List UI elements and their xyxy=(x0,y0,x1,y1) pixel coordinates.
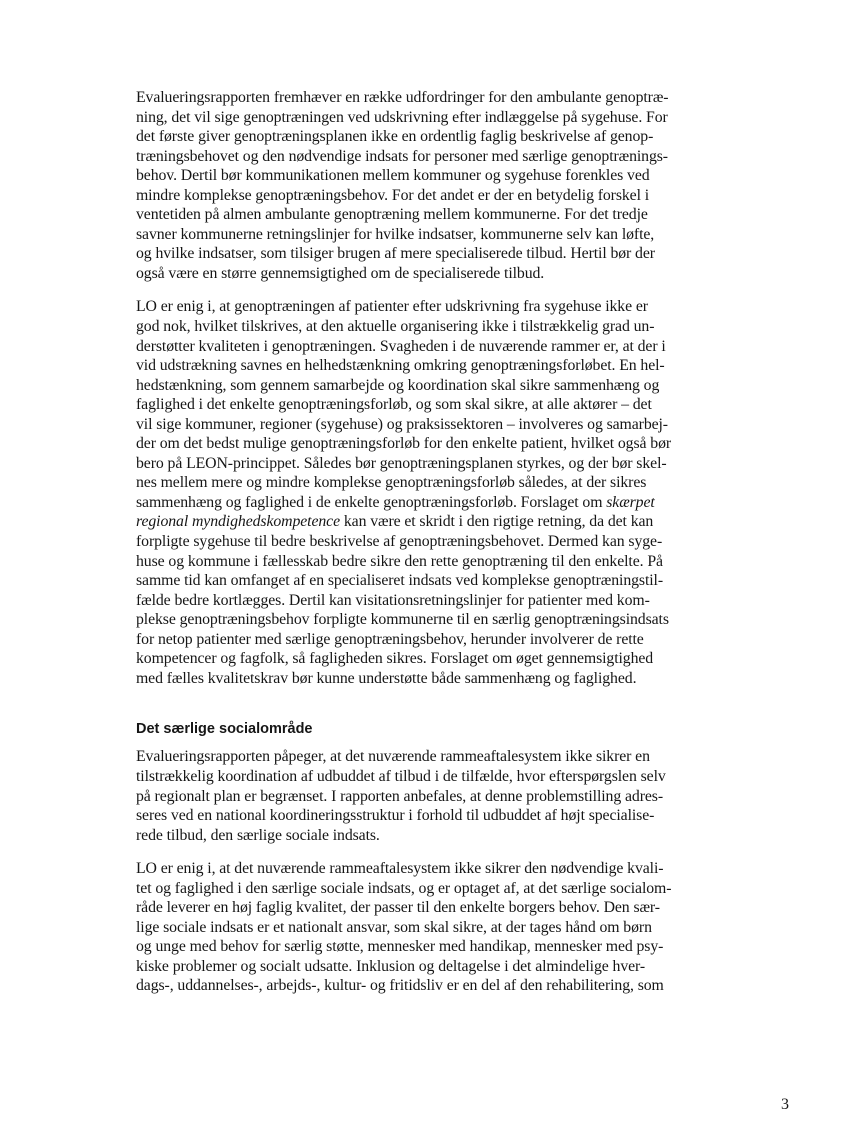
text-line: forpligte sygehuse til bedre beskrivelse af genoptræningsbehovet. Dermed kan syge- xyxy=(136,533,663,551)
text-line xyxy=(136,512,716,532)
text-line: faglighed i det enkelte genoptræningsforløb, og som skal sikre, at alle aktører – det xyxy=(136,396,652,414)
text-line: Evalueringsrapporten fremhæver en række udfordringer for den ambulante genoptræ- xyxy=(136,89,669,106)
text-run: kan være et skridt i den rigtige retning, da det kan xyxy=(340,513,654,531)
italic-text: regional myndighedskompetence xyxy=(136,513,341,531)
text-line: kiske problemer og socialt udsatte. Inklusion og deltagelse i det almindelige hver- xyxy=(136,957,646,975)
paragraph-2 xyxy=(136,297,716,688)
text-line: lige sociale indsats er et nationalt ansvar, som skal sikre, at der tages hånd om børn xyxy=(136,918,652,936)
text-run: sammenhæng og faglighed i de enkelte genoptræningsforløb. Forslaget om xyxy=(136,493,607,511)
text-line: rede tilbud, den særlige sociale indsats. xyxy=(136,826,380,844)
text-line: og unge med behov for særlig støtte, mennesker med handikap, mennesker med psy- xyxy=(136,938,664,956)
section-heading: Det særlige socialområde xyxy=(136,721,313,738)
text-line: med fælles kvalitetskrav bør kunne understøtte både sammenhæng og faglighed. xyxy=(136,669,637,687)
text-line: nes mellem mere og mindre komplekse genoptræningsforløb således, at der sikres xyxy=(136,474,647,492)
text-line: mindre komplekse genoptræningsbehov. For det andet er der en betydelig forskel i xyxy=(136,186,650,204)
text-line: også være en større gennemsigtighed om de specialiserede tilbud. xyxy=(136,264,545,282)
text-line: tilstrækkelig koordination af udbuddet af tilbud i de tilfælde, hvor efterspørgslen selv xyxy=(136,767,666,785)
text-line: huse og kommune i fællesskab bedre sikre den rette genoptræning til den enkelte. På xyxy=(136,552,663,570)
text-line: derstøtter kvaliteten i genoptræningen. Svagheden i de nuværende rammer er, at der i xyxy=(136,337,666,355)
text-line: plekse genoptræningsbehov forpligte kommunerne til en særlig genoptræningsindsats xyxy=(136,611,669,629)
paragraph-3 xyxy=(136,747,716,845)
text-line: samme tid kan omfanget af en specialiseret indsats ved komplekse genoptræningstil- xyxy=(136,572,664,590)
text-line: ning, det vil sige genoptræningen ved udskrivning efter indlæggelse på sygehuse. For xyxy=(136,108,668,126)
text-line xyxy=(136,493,716,513)
text-line: vid udstrækning savnes en helhedstænkning omkring genoptræningsforløbet. En hel- xyxy=(136,357,665,375)
page-number: 3 xyxy=(781,1096,789,1113)
text-line: træningsbehovet og den nødvendige indsats for personer med særlige genoptrænings- xyxy=(136,147,668,165)
text-line: fælde bedre kortlægges. Dertil kan visitationsretningslinjer for patienter med kom- xyxy=(136,591,650,609)
text-line: bero på LEON-princippet. Således bør genoptræningsplanen styrkes, og der bør skel- xyxy=(136,454,667,472)
page-content xyxy=(136,88,716,1010)
text-line: seres ved en national koordineringsstruktur i forhold til udbuddet af højt specialise- xyxy=(136,807,655,825)
paragraph-1 xyxy=(136,88,716,283)
text-line: behov. Dertil bør kommunikationen mellem kommuner og sygehuse forenkles ved xyxy=(136,167,650,185)
text-line: god nok, hvilket tilskrives, at den aktuelle organisering ikke i tilstrækkelig grad un- xyxy=(136,318,655,336)
text-line: vil sige kommuner, regioner (sygehuse) og praksissektoren – involveres og samarbej- xyxy=(136,415,668,433)
text-line: savner kommunerne retningslinjer for hvilke indsatser, kommunerne selv kan løfte, xyxy=(136,225,655,243)
text-line: LO er enig i, at det nuværende rammeaftalesystem ikke sikrer den nødvendige kvali- xyxy=(136,860,664,878)
text-line: på regionalt plan er begrænset. I rapporten anbefales, at denne problemstilling adres- xyxy=(136,787,663,805)
text-line: det første giver genoptræningsplanen ikke en ordentlig faglig beskrivelse af genop- xyxy=(136,128,654,146)
text-line: tet og faglighed i den særlige sociale indsats, og er optaget af, at det særlige socialom- xyxy=(136,879,672,897)
text-line: Evalueringsrapporten påpeger, at det nuværende rammeaftalesystem ikke sikrer en xyxy=(136,748,650,766)
text-line: dags-, uddannelses-, arbejds-, kultur- og fritidsliv er en del af den rehabilitering, som xyxy=(136,977,664,995)
text-line: og hvilke indsatser, som tilsiger brugen af mere specialiserede tilbud. Hertil bør der xyxy=(136,245,655,263)
italic-text: skærpet xyxy=(606,493,655,511)
text-line: råde leverer en høj faglig kvalitet, der passer til den enkelte borgers behov. Den sær- xyxy=(136,899,660,917)
text-line: der om det bedst mulige genoptræningsforløb for den enkelte patient, hvilket også bør xyxy=(136,435,672,453)
paragraph-4 xyxy=(136,859,716,996)
text-line: hedstænkning, som gennem samarbejde og koordination skal sikre sammenhæng og xyxy=(136,376,660,394)
text-line: LO er enig i, at genoptræningen af patienter efter udskrivning fra sygehuse ikke er xyxy=(136,298,648,316)
text-line: kompetencer og fagfolk, så fagligheden sikres. Forslaget om øget gennemsigtighed xyxy=(136,650,654,668)
text-line: ventetiden på almen ambulante genoptræning mellem kommunerne. For det tredje xyxy=(136,206,648,224)
text-line: for netop patienter med særlige genoptræningsbehov, herunder involverer de rette xyxy=(136,630,644,648)
